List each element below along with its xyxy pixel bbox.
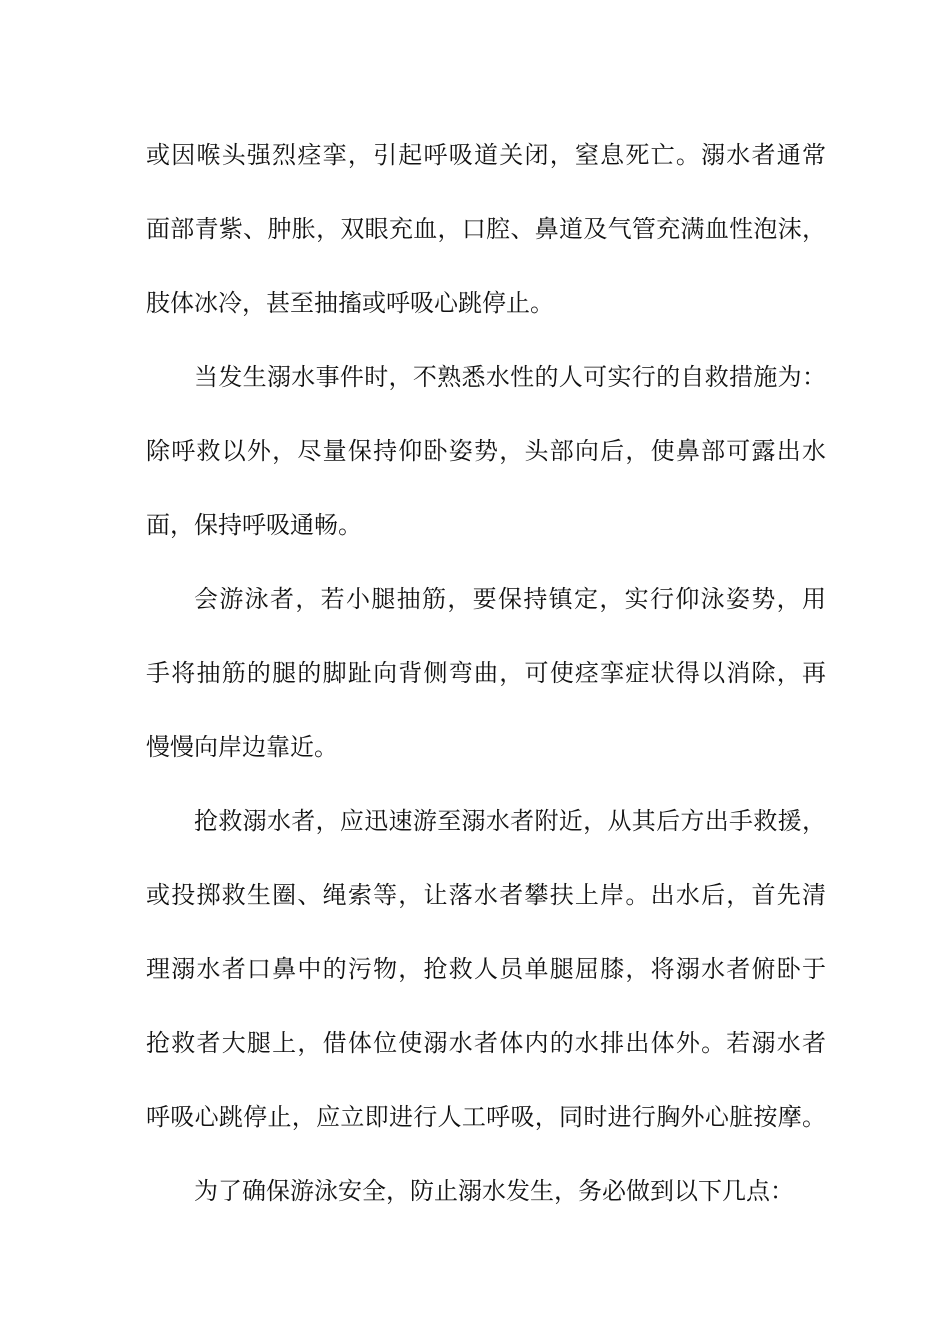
text-line: 除呼救以外，尽量保持仰卧姿势，头部向后，使鼻部可露出水 [146, 437, 826, 465]
text-line: 或投掷救生圈、绳索等，让落水者攀扶上岸。出水后，首先清 [146, 881, 826, 909]
paragraph-first-line: 为了确保游泳安全，防止溺水发生，务必做到以下几点： [194, 1177, 794, 1205]
text-line: 慢慢向岸边靠近。 [146, 733, 338, 761]
text-line: 抢救者大腿上，借体位使溺水者体内的水排出体外。若溺水者 [146, 1029, 826, 1057]
paragraph-first-line: 抢救溺水者，应迅速游至溺水者附近，从其后方出手救援， [194, 807, 826, 835]
text-line: 或因喉头强烈痉挛，引起呼吸道关闭，窒息死亡。溺水者通常 [146, 141, 826, 169]
text-line: 面，保持呼吸通畅。 [146, 511, 362, 539]
text-line: 理溺水者口鼻中的污物，抢救人员单腿屈膝，将溺水者俯卧于 [146, 955, 826, 983]
paragraph-first-line: 当发生溺水事件时，不熟悉水性的人可实行的自救措施为： [194, 363, 826, 391]
text-line: 肢体冰冷，甚至抽搐或呼吸心跳停止。 [146, 289, 554, 317]
text-line: 呼吸心跳停止，应立即进行人工呼吸，同时进行胸外心脏按摩。 [146, 1103, 826, 1131]
paragraph-first-line: 会游泳者，若小腿抽筋，要保持镇定，实行仰泳姿势，用 [194, 585, 826, 613]
document-body [146, 118, 826, 1228]
text-line: 手将抽筋的腿的脚趾向背侧弯曲，可使痉挛症状得以消除，再 [146, 659, 826, 687]
text-line: 面部青紫、肿胀，双眼充血，口腔、鼻道及气管充满血性泡沫， [146, 215, 826, 243]
